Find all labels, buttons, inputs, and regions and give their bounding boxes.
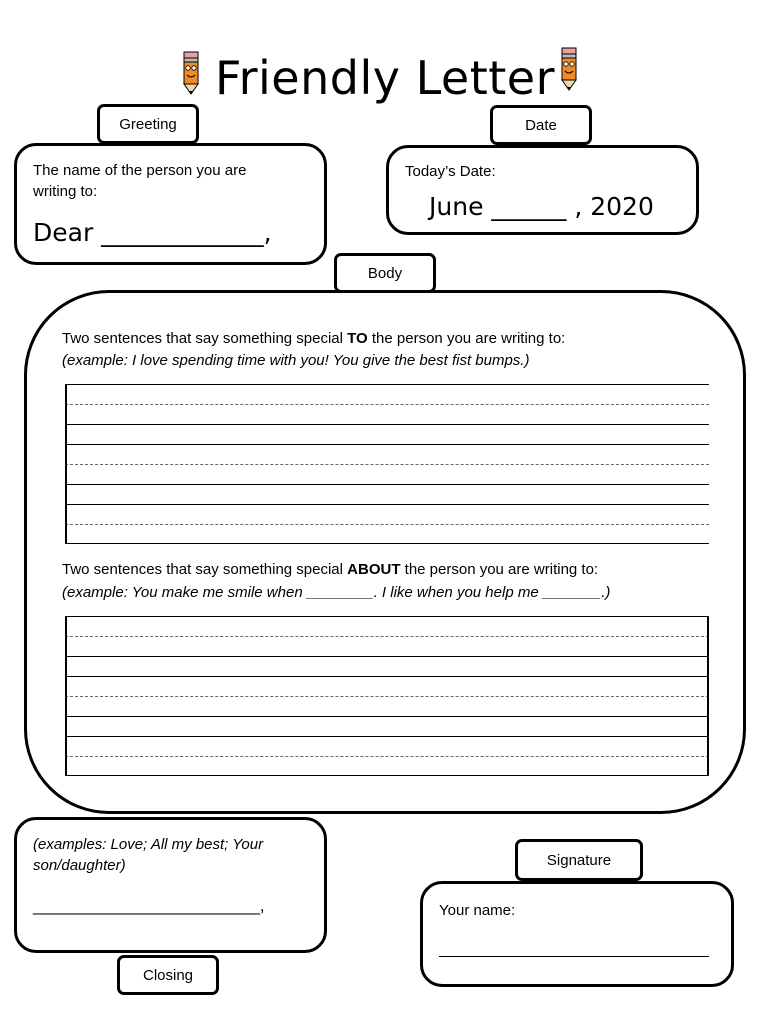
about-instruction: Two sentences that say something special ABOUT the person you are writing to: [62, 561, 599, 578]
about-example: (example: You make me smile when ________. I like when you help me _______.) [62, 584, 611, 601]
closing-box [14, 817, 327, 953]
signature-prompt: Your name: [439, 902, 516, 919]
about-writing-lines[interactable] [65, 616, 709, 776]
closing-line[interactable]: ________________________, [33, 896, 265, 915]
to-instruction: Two sentences that say something special TO the person you are writing to: [62, 330, 566, 347]
date-value[interactable]: June ______ , 2020 [429, 192, 654, 221]
closing-tag: Closing [117, 955, 219, 995]
signature-tag: Signature [515, 839, 643, 881]
signature-box [420, 881, 734, 987]
signature-line[interactable] [439, 956, 709, 957]
body-box [24, 290, 746, 814]
greeting-prompt: The name of the person you are writing to: [33, 162, 247, 200]
to-writing-lines[interactable] [65, 384, 709, 544]
to-example: (example: I love spending time with you! You give the best fist bumps.) [62, 352, 530, 369]
greeting-tag: Greeting [97, 104, 199, 144]
pencil-mascot-icon [556, 46, 582, 92]
closing-examples: (examples: Love; All my best; Your son/daughter) [33, 836, 264, 874]
greeting-box [14, 143, 327, 265]
page-title: Friendly Letter [215, 51, 555, 105]
date-tag: Date [490, 105, 592, 145]
date-box [386, 145, 699, 235]
body-tag: Body [334, 253, 436, 293]
dear-line[interactable]: Dear _____________, [33, 218, 272, 247]
date-prompt: Today’s Date: [405, 163, 496, 180]
